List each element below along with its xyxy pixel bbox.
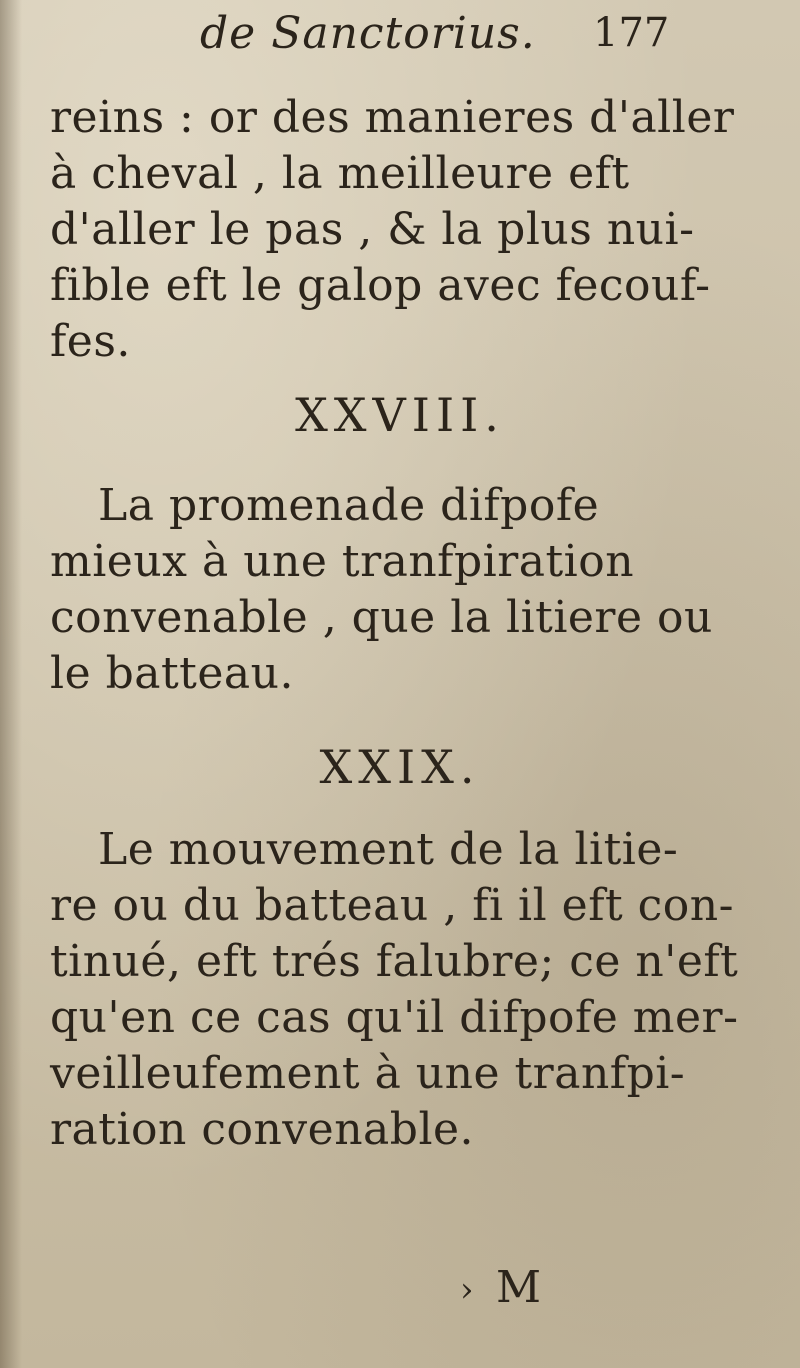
- text-line: fes.: [50, 316, 131, 367]
- running-head: de Sanctorius.: [200, 8, 536, 59]
- aphorism-number-28: XXVIII.: [295, 388, 505, 442]
- text-line: tinué, eft trés falubre; ce n'eft: [50, 936, 739, 987]
- text-line: mieux à une tranfpiration: [50, 536, 635, 587]
- paragraph-continuation: [50, 90, 750, 370]
- text-line: Le mouvement de la litie-: [98, 824, 679, 875]
- printer-signature: M: [496, 1262, 544, 1313]
- text-line: le batteau.: [50, 648, 294, 699]
- text-line: veilleufement à une tranfpi-: [50, 1048, 686, 1099]
- text-line: fible eft le galop avec fecouf-: [50, 260, 711, 311]
- aphorism-number-29: XXIX.: [319, 740, 481, 794]
- page-header: [200, 8, 700, 68]
- signature-mark: ›: [460, 1270, 474, 1310]
- binding-shadow: [0, 0, 22, 1368]
- text-line: reins : or des manieres d'aller: [50, 92, 735, 143]
- text-line: qu'en ce cas qu'il difpofe mer-: [50, 992, 739, 1043]
- text-line: ration convenable.: [50, 1104, 475, 1155]
- text-line: La promenade difpofe: [98, 480, 600, 531]
- text-line: d'aller le pas , & la plus nui-: [50, 204, 695, 255]
- text-line: à cheval , la meilleure eft: [50, 148, 630, 199]
- page-number: 177: [593, 10, 670, 56]
- text-line: re ou du batteau , fi il eft con-: [50, 880, 734, 931]
- text-line: convenable , que la litiere ou: [50, 592, 713, 643]
- aphorism-28-text: [50, 478, 750, 702]
- aphorism-29-text: [50, 822, 750, 1158]
